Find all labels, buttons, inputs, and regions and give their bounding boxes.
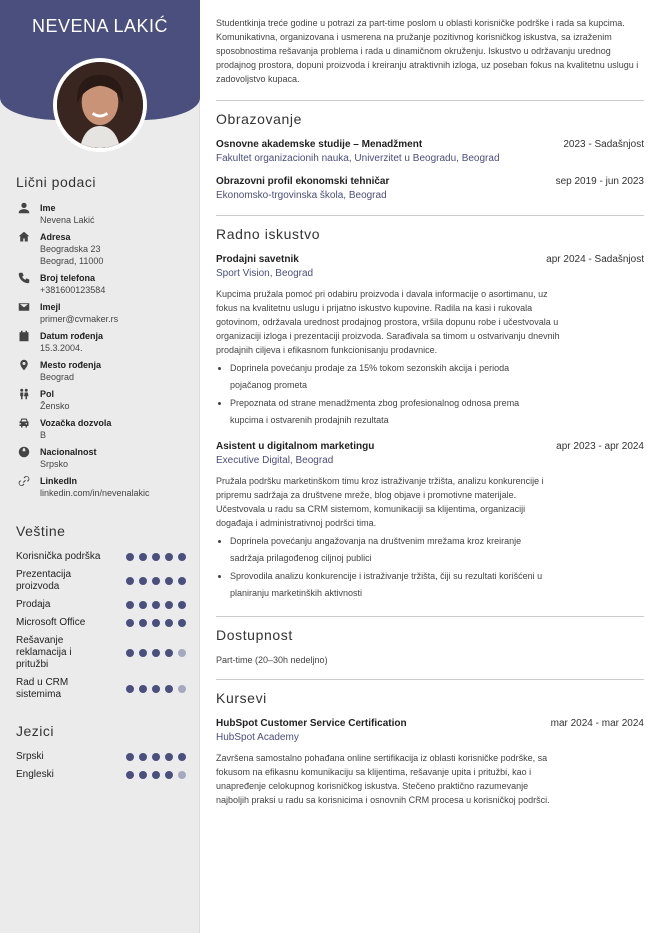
level-dots bbox=[126, 771, 186, 779]
experience-achievement: • Doprinela povećanju prodaje za 15% tokom sezonskih akcija i perioda pojačanog prometa bbox=[230, 360, 546, 394]
level-dot bbox=[165, 619, 173, 627]
skill-name: Rešavanje reklamacija i pritužbi bbox=[16, 635, 72, 670]
language-item bbox=[16, 769, 186, 781]
level-dots bbox=[126, 753, 186, 761]
level-dot bbox=[139, 553, 147, 561]
level-dot bbox=[139, 649, 147, 657]
skill-item bbox=[16, 617, 186, 629]
skill-item bbox=[16, 599, 186, 611]
courses-title: Kursevi bbox=[216, 690, 267, 706]
experience-header bbox=[216, 254, 644, 265]
availability-title: Dostupnost bbox=[216, 627, 293, 643]
skill-name: Rad u CRM sistemima bbox=[16, 677, 69, 700]
education-entry bbox=[216, 176, 644, 201]
language-name: Engleski bbox=[16, 769, 54, 780]
level-dot bbox=[126, 685, 134, 693]
personal-info-text bbox=[40, 417, 111, 441]
personal-info-label: Ime bbox=[40, 203, 56, 213]
skills-list bbox=[16, 551, 186, 701]
personal-info-item bbox=[16, 330, 186, 354]
education-title: Obrazovanje bbox=[216, 111, 302, 127]
course-entry bbox=[216, 718, 644, 807]
languages-list bbox=[16, 751, 186, 781]
personal-info-label: Broj telefona bbox=[40, 273, 96, 283]
personal-info-text bbox=[40, 359, 101, 383]
level-dot bbox=[139, 577, 147, 585]
education-title: Obrazovni profil ekonomski tehničar bbox=[216, 176, 390, 187]
experience-achievements bbox=[216, 533, 546, 602]
level-dot bbox=[152, 771, 160, 779]
course-date: mar 2024 - mar 2024 bbox=[550, 718, 644, 729]
level-dot bbox=[165, 649, 173, 657]
level-dots bbox=[126, 649, 186, 657]
availability-section bbox=[216, 627, 644, 665]
level-dot bbox=[139, 753, 147, 761]
personal-info-value: 15.3.2004. bbox=[40, 343, 83, 353]
personal-info-label: Nacionalnost bbox=[40, 447, 97, 457]
personal-info-item bbox=[16, 388, 186, 412]
portrait-image bbox=[57, 62, 143, 148]
education-institution: Fakultet organizacionih nauka, Univerzitet u Beogradu, Beograd bbox=[216, 153, 500, 164]
level-dot bbox=[178, 649, 186, 657]
personal-info-value: Beograd, 11000 bbox=[40, 256, 104, 266]
education-section bbox=[216, 111, 644, 201]
location-pin-icon bbox=[16, 359, 32, 373]
course-title: HubSpot Customer Service Certification bbox=[216, 718, 407, 729]
level-dot bbox=[152, 601, 160, 609]
experience-title: Radno iskustvo bbox=[216, 226, 321, 242]
experience-header bbox=[216, 441, 644, 452]
personal-info-item bbox=[16, 446, 186, 470]
divider bbox=[216, 616, 644, 617]
personal-info-value: Srpsko bbox=[40, 459, 69, 469]
person-icon bbox=[16, 202, 32, 216]
personal-info-item bbox=[16, 475, 186, 499]
link-icon bbox=[16, 475, 32, 489]
experience-institution: Sport Vision, Beograd bbox=[216, 268, 314, 279]
level-dot bbox=[165, 685, 173, 693]
education-title: Osnovne akademske studije – Menadžment bbox=[216, 139, 423, 150]
personal-info-item bbox=[16, 202, 186, 226]
level-dot bbox=[126, 601, 134, 609]
experience-achievement: • Doprinela povećanju angažovanja na društvenim mrežama kroz kreiranje sadržaja prilagođenog ciljnoj publici bbox=[230, 533, 546, 567]
car-icon bbox=[16, 417, 32, 431]
personal-info-text bbox=[40, 272, 105, 296]
level-dot bbox=[152, 753, 160, 761]
experience-title: Asistent u digitalnom marketingu bbox=[216, 441, 375, 452]
level-dot bbox=[126, 577, 134, 585]
skill-item bbox=[16, 677, 186, 701]
level-dot bbox=[165, 553, 173, 561]
course-description: Završena samostalno pohađana online sertifikacija iz oblasti korisničke podrške, sa fokusom na efikasnu komunikaciju sa klijentima, rešavanje upita i pritužbi, kao i unapređenje celokupnog korisničkog iskustva. Stečeno praktično razumevanje najboljih praksi u radu sa korisnicima i osnovnih CRM procesa u korisničkoj podršci. bbox=[216, 753, 550, 805]
level-dot bbox=[178, 553, 186, 561]
personal-info-value: linkedin.com/in/nevenalakic bbox=[40, 488, 150, 498]
level-dot bbox=[139, 619, 147, 627]
level-dot bbox=[178, 685, 186, 693]
level-dot bbox=[178, 753, 186, 761]
experience-section bbox=[216, 226, 644, 602]
skills-title: Veštine bbox=[16, 523, 66, 539]
level-dot bbox=[126, 553, 134, 561]
level-dot bbox=[152, 577, 160, 585]
experience-institution: Executive Digital, Beograd bbox=[216, 455, 334, 466]
personal-info-label: Vozačka dozvola bbox=[40, 418, 112, 428]
skill-item bbox=[16, 569, 186, 593]
level-dot bbox=[152, 553, 160, 561]
experience-description: Kupcima pružala pomoć pri odabiru proizvoda i davala informacije o asortimanu, uz fokus na kvalitetnu uslugu i prijatno iskustvo kupovine. Radila na kasi i rukovala gotovinom, održavala urednost prodajnog prostora, vršila dopunu robe i učestvovala u organizaciji izloga i prezentaciji proizvoda. Sarađivala sa timom u ostvarivanju dnevnih prodajnih ciljeva i efikasnom funkcionisanju prodavnice. bbox=[216, 289, 560, 355]
divider bbox=[216, 679, 644, 680]
level-dot bbox=[178, 771, 186, 779]
personal-info-list bbox=[16, 202, 186, 499]
skill-name: Microsoft Office bbox=[16, 617, 86, 628]
personal-info-text bbox=[40, 475, 150, 499]
level-dots bbox=[126, 619, 186, 627]
personal-info-item bbox=[16, 301, 186, 325]
home-icon bbox=[16, 231, 32, 245]
experience-entry bbox=[216, 254, 644, 429]
divider bbox=[216, 215, 644, 216]
main-content bbox=[216, 16, 644, 819]
education-institution: Ekonomsko-trgovinska škola, Beograd bbox=[216, 190, 387, 201]
personal-info-text bbox=[40, 301, 118, 325]
calendar-icon bbox=[16, 330, 32, 344]
skill-name: Prezentacija proizvoda bbox=[16, 569, 72, 592]
level-dot bbox=[152, 649, 160, 657]
personal-info-item bbox=[16, 417, 186, 441]
sidebar bbox=[0, 0, 200, 933]
education-header bbox=[216, 176, 644, 187]
skills-section bbox=[16, 523, 186, 707]
skill-item bbox=[16, 551, 186, 563]
personal-info-label: Mesto rođenja bbox=[40, 360, 102, 370]
languages-title: Jezici bbox=[16, 723, 55, 739]
personal-info-item bbox=[16, 359, 186, 383]
personal-info-section bbox=[16, 174, 186, 504]
education-date: 2023 - Sadašnjost bbox=[563, 139, 644, 150]
experience-achievement: • Sprovodila analizu konkurencije i istraživanje tržišta, čiji su rezultati korišćeni u planiranju marketinških aktivnosti bbox=[230, 568, 546, 602]
personal-info-label: Pol bbox=[40, 389, 55, 399]
education-header bbox=[216, 139, 644, 150]
profile-summary: Studentkinja treće godine u potrazi za part-time poslom u oblasti korisničke podrške i rada sa kupcima. Komunikativna, organizovana i usmerena na pružanje pozitivnog korisničkog iskustva, sa izraženim sposobnostima rešavanja problema i rada u dinamičnom okruženju. Iskustvo u održavanju urednog prodajnog prostora, dopuni proizvoda i kreiranju atraktivnih izloga, uz poseban fokus na kvalitetnu uslugu i zadovoljstvo kupaca. bbox=[216, 18, 639, 84]
personal-info-label: Imejl bbox=[40, 302, 61, 312]
level-dot bbox=[165, 753, 173, 761]
personal-info-value: +381600123584 bbox=[40, 285, 106, 295]
level-dot bbox=[152, 685, 160, 693]
course-header bbox=[216, 718, 644, 729]
level-dots bbox=[126, 685, 186, 693]
personal-info-text bbox=[40, 231, 103, 267]
course-institution: HubSpot Academy bbox=[216, 732, 299, 743]
personal-info-value: Žensko bbox=[40, 401, 70, 411]
skill-item bbox=[16, 635, 186, 671]
gender-icon bbox=[16, 388, 32, 402]
experience-description: Pružala podršku marketinškom timu kroz istraživanje tržišta, analizu konkurencije i pripremu sadržaja za društvene mreže, blog objave i promotivne materijale. Učestvovala u radu sa CRM sistemom, komunikaciji sa klijentima, organizaciji događaja i administrativnoj podršci tima. bbox=[216, 476, 544, 528]
personal-info-value: Beogradska 23 bbox=[40, 244, 101, 254]
level-dot bbox=[165, 771, 173, 779]
level-dot bbox=[139, 601, 147, 609]
language-name: Srpski bbox=[16, 751, 44, 762]
level-dot bbox=[126, 649, 134, 657]
person-name: NEVENA LAKIĆ bbox=[31, 16, 169, 36]
personal-info-text bbox=[40, 446, 97, 470]
level-dot bbox=[126, 771, 134, 779]
level-dot bbox=[139, 685, 147, 693]
skill-name: Korisnička podrška bbox=[16, 551, 101, 562]
divider bbox=[216, 100, 644, 101]
personal-info-label: Datum rođenja bbox=[40, 331, 104, 341]
level-dots bbox=[126, 577, 186, 585]
languages-section bbox=[16, 723, 186, 787]
personal-info-text bbox=[40, 202, 95, 226]
level-dot bbox=[126, 619, 134, 627]
personal-info-text bbox=[40, 330, 103, 354]
courses-section bbox=[216, 690, 644, 807]
personal-info-label: Adresa bbox=[40, 232, 71, 242]
availability-text: Part-time (20–30h nedeljno) bbox=[216, 655, 328, 665]
education-entry bbox=[216, 139, 644, 164]
personal-info-value: Nevena Lakić bbox=[40, 215, 95, 225]
level-dot bbox=[178, 619, 186, 627]
level-dot bbox=[139, 771, 147, 779]
personal-info-title: Lični podaci bbox=[16, 174, 96, 190]
personal-info-value: B bbox=[40, 430, 47, 440]
experience-achievement: • Prepoznata od strane menadžmenta zbog profesionalnog odnosa prema kupcima i ostvarenih prodajnih rezultata bbox=[230, 395, 546, 429]
experience-title: Prodajni savetnik bbox=[216, 254, 299, 265]
experience-date: apr 2024 - Sadašnjost bbox=[546, 254, 644, 265]
globe-icon bbox=[16, 446, 32, 460]
personal-info-value: primer@cvmaker.rs bbox=[40, 314, 119, 324]
experience-achievements bbox=[216, 360, 546, 429]
education-date: sep 2019 - jun 2023 bbox=[555, 176, 644, 187]
personal-info-text bbox=[40, 388, 70, 412]
level-dot bbox=[178, 601, 186, 609]
personal-info-item bbox=[16, 231, 186, 267]
level-dot bbox=[152, 619, 160, 627]
level-dot bbox=[165, 601, 173, 609]
mail-icon bbox=[16, 301, 32, 315]
level-dots bbox=[126, 553, 186, 561]
level-dots bbox=[126, 601, 186, 609]
personal-info-label: LinkedIn bbox=[40, 476, 78, 486]
experience-entry bbox=[216, 441, 644, 602]
personal-info-value: Beograd bbox=[40, 372, 75, 382]
level-dot bbox=[178, 577, 186, 585]
level-dot bbox=[126, 753, 134, 761]
phone-icon bbox=[16, 272, 32, 286]
skill-name: Prodaja bbox=[16, 599, 51, 610]
profile-photo bbox=[53, 58, 147, 152]
personal-info-item bbox=[16, 272, 186, 296]
level-dot bbox=[165, 577, 173, 585]
language-item bbox=[16, 751, 186, 763]
experience-date: apr 2023 - apr 2024 bbox=[556, 441, 644, 452]
